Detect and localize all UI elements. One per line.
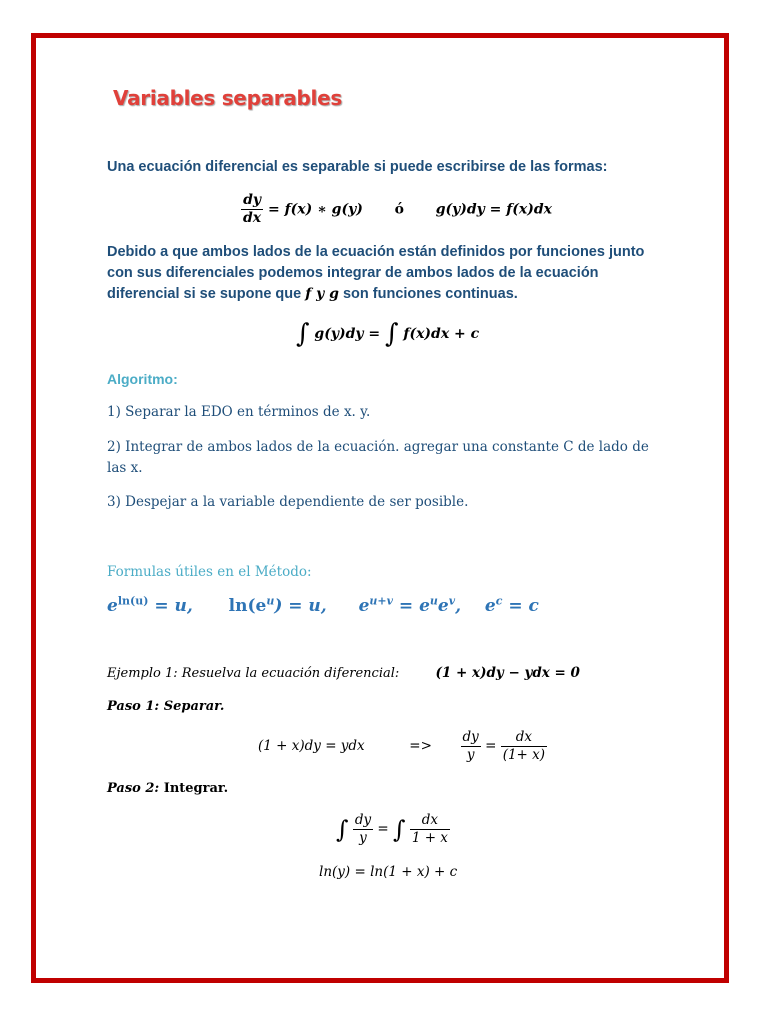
- equation-separable-forms: [241, 192, 552, 227]
- fraction-dy-dx: [241, 192, 263, 227]
- formula-exp-const: $e^c = c$: [484, 594, 539, 616]
- para2-text: Debido a que ambos lados de la ecuación están definidos por funciones junto con sus diferenciales podemos integrar de ambos lados de la ecuación diferencial si se supone que: [107, 244, 645, 302]
- fraction-dy-y: $\frac{dy}{y}$: [354, 812, 372, 846]
- frac-numerator: dy: [241, 192, 263, 210]
- algorithm-heading: Algoritmo:: [107, 371, 178, 387]
- algorithm-step: 2) Integrar de ambos lados de la ecuación. agregar una constante C de lado de las x.: [107, 439, 649, 476]
- step1-equation: (1 + x)dy = ydx => $\frac{dy}{y}$ = $\frac{dx}{(1+ x)}$: [258, 729, 546, 763]
- equation-integral: [296, 319, 479, 349]
- fraction-dy-y: $\frac{dy}{y}$: [462, 729, 479, 763]
- fraction-dx-1plusx: $\frac{dx}{(1+ x)}$: [502, 729, 546, 763]
- step1-label: Paso 1: Separar.: [107, 699, 225, 714]
- para2-math: f y g: [305, 286, 339, 302]
- integral-sign: ∫: [296, 319, 310, 349]
- step1-lhs: (1 + x)dy = ydx: [258, 738, 365, 754]
- step2-result: ln(y) = ln(1 + x) + c: [319, 864, 458, 880]
- algorithm-step: 3) Despejar a la variable dependiente de ser posible.: [107, 494, 469, 510]
- example-label: Ejemplo 1: Resuelva la ecuación diferencial:: [107, 666, 400, 681]
- step2-equation: ∫ $\frac{dy}{y}$ = ∫ $\frac{dx}{1 + x}$: [336, 812, 448, 846]
- eq2-rhs: f(x)dx + c: [403, 326, 480, 342]
- formulas-heading: Formulas útiles en el Método:: [107, 564, 312, 580]
- formula-exp-sum: $e^{u+v} = e^ue^v$,: [358, 594, 462, 616]
- frac-denominator: dx: [243, 210, 262, 226]
- step2-label: Paso 2: Integrar.: [107, 781, 229, 796]
- example-equation: (1 + x)dy − ydx = 0: [435, 665, 580, 681]
- page-title: Variables separables: [113, 86, 342, 110]
- eq2-lhs: g(y)dy =: [314, 326, 381, 342]
- formula-exp-ln: $e^{ln(u)} = u$,: [107, 594, 193, 616]
- fraction-dx-1plusx: $\frac{dx}{1 + x}$: [411, 812, 448, 846]
- algorithm-step: 1) Separar la EDO en términos de x. y.: [107, 404, 371, 420]
- para2-text-end: son funciones continuas.: [342, 286, 518, 302]
- intro-text: Una ecuación diferencial es separable si puede escribirse de las formas:: [107, 159, 608, 175]
- useful-formulas: [107, 594, 539, 616]
- integral-sign: ∫: [393, 815, 406, 844]
- eq1-rhs: = f(x) ∗ g(y): [268, 201, 363, 218]
- formula-ln-exp: $\ln(e^u) = u$,: [228, 594, 327, 616]
- example-statement: [107, 665, 580, 681]
- eq1-connector: ó: [394, 201, 404, 218]
- implies-arrow: =>: [409, 738, 432, 754]
- eq1-alt-form: g(y)dy = f(x)dx: [435, 201, 553, 218]
- integral-sign: ∫: [385, 319, 399, 349]
- integral-sign: ∫: [336, 815, 349, 844]
- paragraph-integration: [107, 242, 667, 305]
